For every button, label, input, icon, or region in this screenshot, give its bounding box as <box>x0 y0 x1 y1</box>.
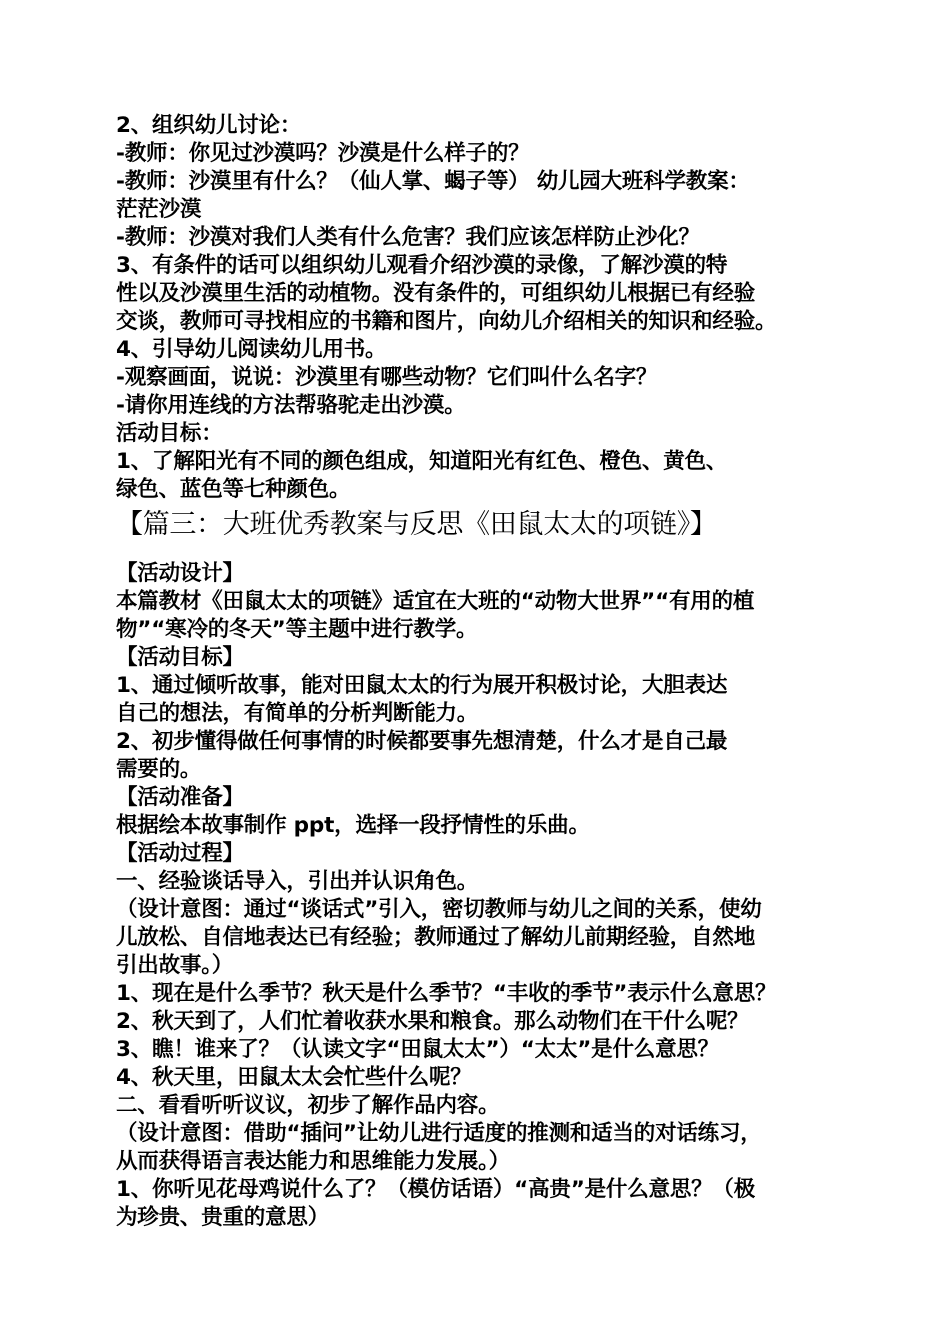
text-line: 4、引导幼儿阅读幼儿用书。 <box>116 337 387 362</box>
text-line: -教师：沙漠对我们人类有什么危害？我们应该怎样防止沙化？ <box>116 225 700 250</box>
text-line: 交谈，教师可寻找相应的书籍和图片，向幼儿介绍相关的知识和经验。 <box>116 309 777 334</box>
text-line: 【活动过程】 <box>116 841 244 866</box>
text-line: 二、看看听听议议，初步了解作品内容。 <box>116 1093 500 1118</box>
text-line: 4、秋天里，田鼠太太会忙些什么呢？ <box>116 1065 472 1090</box>
section-after-heading <box>116 560 846 1232</box>
section-before-heading <box>116 112 846 504</box>
text-line: -观察画面，说说：沙漠里有哪些动物？它们叫什么名字？ <box>116 365 658 390</box>
text-line: 活动目标： <box>116 421 223 446</box>
text-line: 从而获得语言表达能力和思维能力发展。） <box>116 1149 510 1174</box>
text-line: 2、组织幼儿讨论： <box>116 113 302 138</box>
text-line: 自己的想法，有简单的分析判断能力。 <box>116 701 479 726</box>
text-line: 物”“寒冷的冬天”等主题中进行教学。 <box>116 617 478 642</box>
text-line: 2、秋天到了，人们忙着收获水果和粮食。那么动物们在干什么呢？ <box>116 1009 749 1034</box>
text-line: 【活动设计】 <box>116 561 244 586</box>
text-line: -教师：你见过沙漠吗？沙漠是什么样子的？ <box>116 141 530 166</box>
text-line: （设计意图：通过“谈话式”引入，密切教师与幼儿之间的关系，使幼 <box>116 897 762 922</box>
text-line: 1、通过倾听故事，能对田鼠太太的行为展开积极讨论，大胆表达 <box>116 673 728 698</box>
document-page <box>116 112 846 1232</box>
text-line: -请你用连线的方法帮骆驼走出沙漠。 <box>116 393 466 418</box>
text-line: 1、现在是什么季节？秋天是什么季节？“丰收的季节”表示什么意思？ <box>116 981 777 1006</box>
text-line: 引出故事。） <box>116 953 234 978</box>
text-line: 1、了解阳光有不同的颜色组成，知道阳光有红色、橙色、黄色、 <box>116 449 728 474</box>
text-line: 一、经验谈话导入，引出并认识角色。 <box>116 869 479 894</box>
text-line: 儿放松、自信地表达已有经验；教师通过了解幼儿前期经验，自然地 <box>116 925 756 950</box>
text-line: 性以及沙漠里生活的动植物。没有条件的，可组织幼儿根据已有经验 <box>116 281 756 306</box>
text-line: 3、瞧！谁来了？（认读文字“田鼠太太”）“太太”是什么意思？ <box>116 1037 719 1062</box>
text-line: 【活动目标】 <box>116 645 244 670</box>
text-line: 茫茫沙漠 <box>116 197 202 222</box>
text-line: （设计意图：借助“插问”让幼儿进行适度的推测和适当的对话练习， <box>116 1121 762 1146</box>
text-line: 1、你听见花母鸡说什么了？（模仿话语）“高贵”是什么意思？（极 <box>116 1177 756 1202</box>
text-line: 为珍贵、贵重的意思） <box>116 1205 330 1230</box>
text-line: 需要的。 <box>116 757 202 782</box>
text-line: 3、有条件的话可以组织幼儿观看介绍沙漠的录像，了解沙漠的特 <box>116 253 728 278</box>
text-line: 绿色、蓝色等七种颜色。 <box>116 477 351 502</box>
section-heading: 【篇三：大班优秀教案与反思《田鼠太太的项链》】 <box>116 509 717 540</box>
text-line: -教师：沙漠里有什么？（仙人掌、蝎子等） 幼儿园大班科学教案： <box>116 169 750 194</box>
text-line: 2、初步懂得做任何事情的时候都要事先想清楚，什么才是自己最 <box>116 729 728 754</box>
text-line: 根据绘本故事制作 ppt，选择一段抒情性的乐曲。 <box>116 813 590 838</box>
text-line: 【活动准备】 <box>116 785 244 810</box>
text-line: 本篇教材《田鼠太太的项链》适宜在大班的“动物大世界”“有用的植 <box>116 589 755 614</box>
